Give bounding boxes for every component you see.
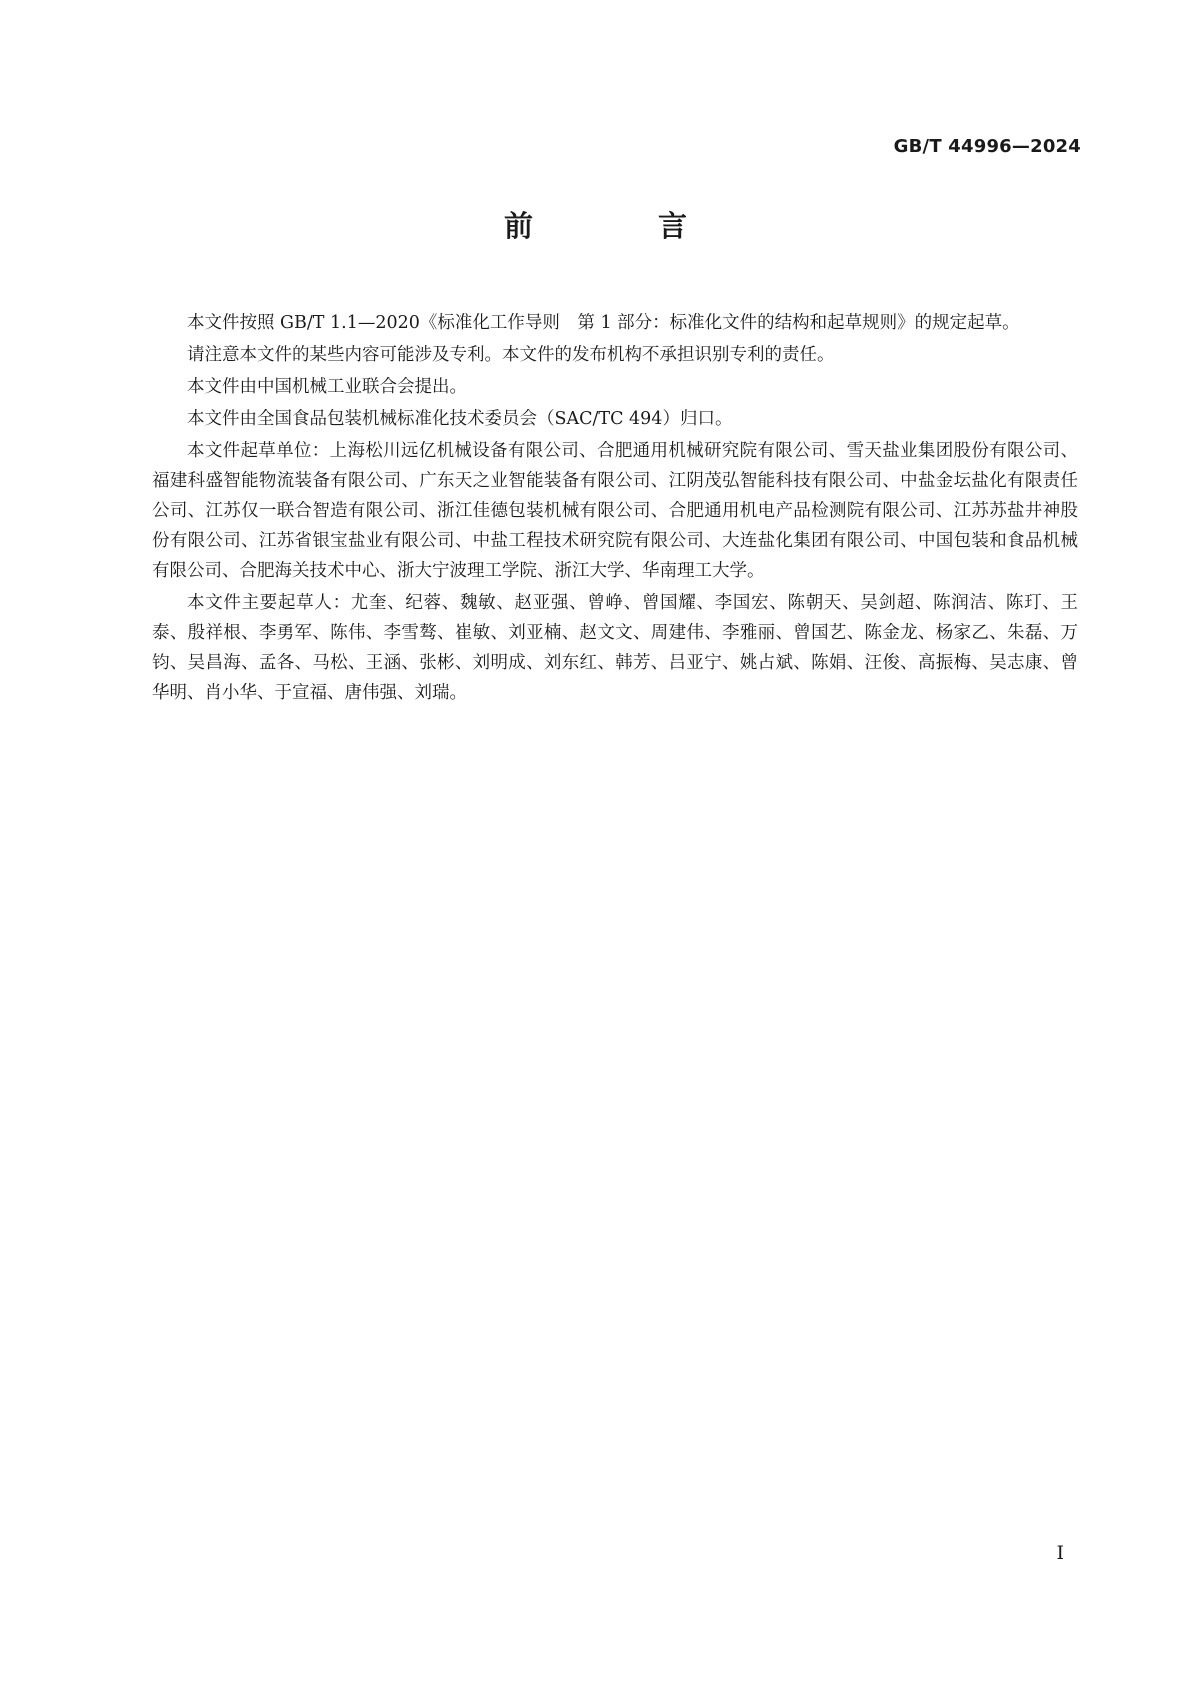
page-number: I (1056, 1542, 1064, 1564)
page-title: 前 言 (503, 209, 735, 243)
paragraph-drafting-rules: 本文件按照 GB/T 1.1—2020《标准化工作导则 第 1 部分：标准化文件的结构和起草规则》的规定起草。 (187, 313, 1020, 333)
paragraph-proposer: 本文件由中国机械工业联合会提出。 (187, 377, 467, 397)
paragraph-drafters: 本文件主要起草人：尤奎、纪蓉、魏敏、赵亚强、曾峥、曾国耀、李国宏、陈朝天、吴剑超、陈润洁、陈玎、王泰、殷祥根、李勇军、陈伟、李雪骜、崔敏、刘亚楠、赵文文、周建伟、李雅丽、曾国艺、陈金龙、杨家乙、朱磊、万钧、吴昌海、孟各、马松、王涵、张彬、刘明成、刘东红、韩芳、吕亚宁、姚占斌、陈娟、汪俊、高振梅、吴志康、曾华明、肖小华、于宣福、唐伟强、刘瑞。 (152, 593, 1078, 703)
paragraph-drafting-units: 本文件起草单位：上海松川远亿机械设备有限公司、合肥通用机械研究院有限公司、雪天盐业集团股份有限公司、福建科盛智能物流装备有限公司、广东天之业智能装备有限公司、江阴茂弘智能科技有限公司、中盐金坛盐化有限责任公司、江苏仅一联合智造有限公司、浙江佳德包装机械有限公司、合肥通用机电产品检测院有限公司、江苏苏盐井神股份有限公司、江苏省银宝盐业有限公司、中盐工程技术研究院有限公司、大连盐化集团有限公司、中国包装和食品机械有限公司、合肥海关技术中心、浙大宁波理工学院、浙江大学、华南理工大学。 (152, 441, 1078, 581)
standard-number: GB/T 44996—2024 (893, 136, 1081, 157)
paragraph-committee: 本文件由全国食品包装机械标准化技术委员会（SAC/TC 494）归口。 (187, 409, 733, 429)
paragraph-patent-notice: 请注意本文件的某些内容可能涉及专利。本文件的发布机构不承担识别专利的责任。 (187, 345, 835, 365)
foreword-body (152, 308, 1078, 710)
